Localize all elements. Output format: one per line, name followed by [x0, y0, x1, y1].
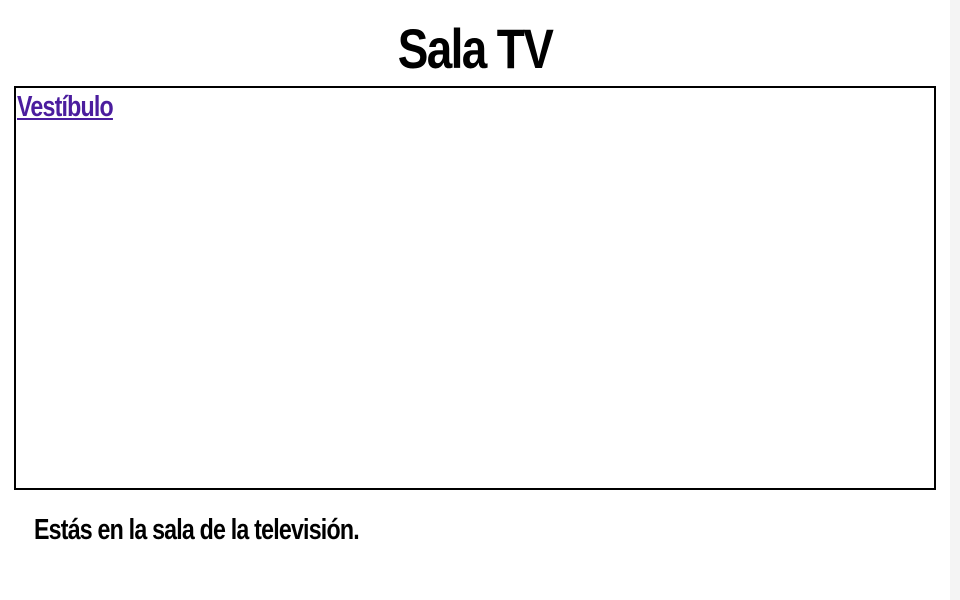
scrollbar-gutter: [950, 0, 960, 600]
room-view-frame: [14, 86, 936, 490]
room-description: Estás en la sala de la televisión.: [34, 514, 359, 546]
page-title: Sala TV: [397, 17, 553, 80]
exit-link-vestibulo[interactable]: Vestíbulo: [17, 91, 113, 123]
